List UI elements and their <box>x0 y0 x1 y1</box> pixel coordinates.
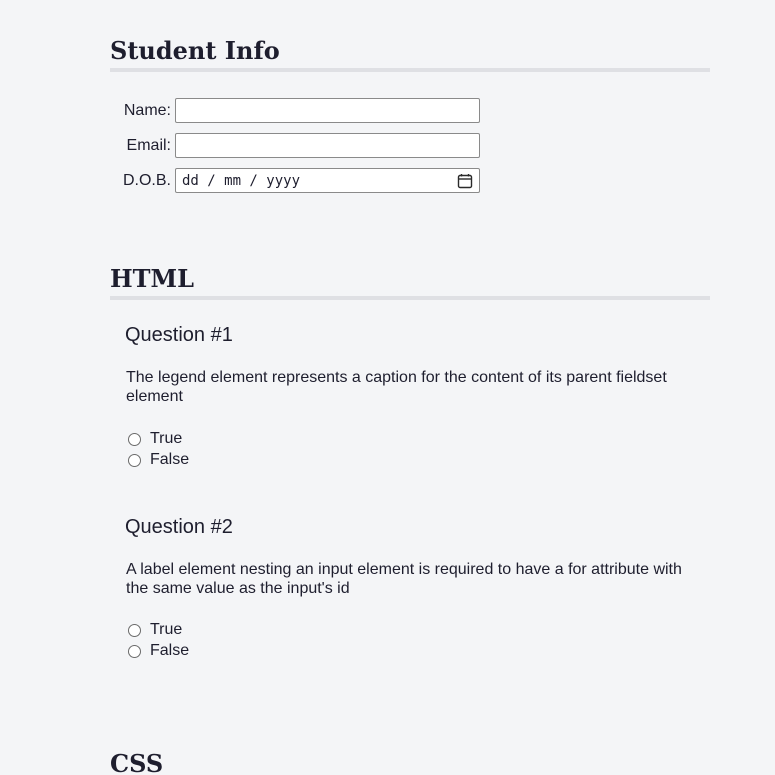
question-1-heading: Question #1 <box>125 324 233 346</box>
name-label: Name: <box>123 101 171 119</box>
html-section <box>110 264 710 300</box>
student-info-title: Student Info <box>110 36 710 72</box>
option-label: False <box>150 642 190 659</box>
radio-circle-icon[interactable] <box>128 645 141 658</box>
option-label: True <box>150 621 183 638</box>
email-input[interactable] <box>175 133 480 158</box>
radio-circle-icon[interactable] <box>128 624 141 637</box>
calendar-icon[interactable] <box>457 173 473 189</box>
radio-circle-icon[interactable] <box>128 433 141 446</box>
dob-date-input[interactable] <box>175 168 480 193</box>
dob-placeholder: dd / mm / yyyy <box>182 172 301 189</box>
question-1-option-false[interactable] <box>128 450 189 470</box>
student-info-section <box>110 36 710 72</box>
name-input[interactable] <box>175 98 480 123</box>
question-2-heading: Question #2 <box>125 516 233 538</box>
option-label: True <box>150 430 183 447</box>
email-row <box>110 133 480 158</box>
option-label: False <box>150 451 190 468</box>
html-section-title: HTML <box>110 264 710 300</box>
name-row <box>110 98 480 123</box>
email-label: Email: <box>126 136 171 154</box>
dob-label: D.O.B. <box>122 171 171 189</box>
question-2-option-true[interactable] <box>128 620 182 640</box>
css-section-title: CSS <box>110 749 710 775</box>
question-1-text: The legend element represents a caption for the content of its parent fieldset element <box>126 369 667 405</box>
radio-circle-icon[interactable] <box>128 454 141 467</box>
question-2-text: A label element nesting an input element is required to have a for attribute with the same value as the input's id <box>126 561 682 597</box>
question-1-option-true[interactable] <box>128 429 182 449</box>
dob-row <box>110 168 480 193</box>
question-2-option-false[interactable] <box>128 641 189 661</box>
css-section <box>110 749 710 775</box>
